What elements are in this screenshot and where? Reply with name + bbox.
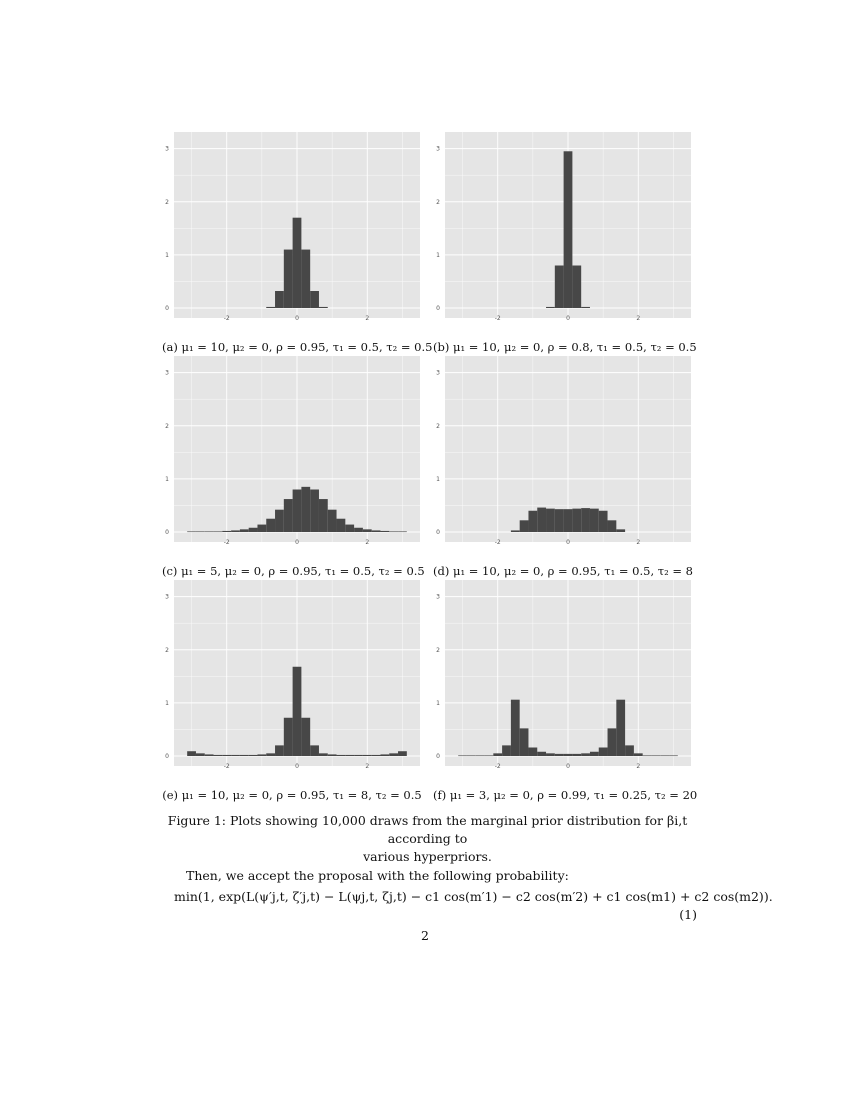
histogram-bar xyxy=(520,520,529,532)
histogram-bar xyxy=(511,700,520,756)
page-number: 2 xyxy=(421,928,429,943)
histogram-bar xyxy=(275,291,284,308)
x-tick-label: 2 xyxy=(365,763,370,770)
histogram-bar xyxy=(275,510,284,532)
histogram-bar xyxy=(240,529,249,532)
histogram-bar xyxy=(293,490,302,533)
histogram-bar xyxy=(328,510,337,532)
histogram-bar xyxy=(380,531,389,532)
x-tick-label: 0 xyxy=(295,315,299,322)
histogram-bar xyxy=(363,755,372,756)
x-tick-label: 0 xyxy=(295,763,299,770)
body-paragraph: Then, we accept the proposal with the following probability: xyxy=(186,868,569,883)
x-tick-label: -2 xyxy=(494,315,501,322)
histogram-bar xyxy=(546,753,555,756)
histogram-bar xyxy=(537,752,546,756)
y-tick-label: 1 xyxy=(165,251,169,259)
histogram-bar xyxy=(266,519,275,532)
histogram-bar xyxy=(328,754,337,756)
histogram-bar xyxy=(345,525,354,532)
histogram-bar xyxy=(266,307,275,308)
histogram-bar xyxy=(214,531,223,532)
histogram-bar xyxy=(502,745,511,756)
x-tick-label: 0 xyxy=(295,539,299,546)
histogram-bar xyxy=(319,307,328,308)
y-tick-label: 1 xyxy=(165,475,169,483)
histogram-bar xyxy=(458,755,467,756)
histogram-b-svg xyxy=(433,132,693,322)
histogram-panel-c xyxy=(162,356,422,546)
x-tick-label: 0 xyxy=(566,315,570,322)
x-tick-label: -2 xyxy=(223,539,230,546)
histogram-bar xyxy=(590,752,599,756)
x-tick-label: 2 xyxy=(636,763,641,770)
histogram-bar xyxy=(616,700,625,756)
histogram-bar xyxy=(537,508,546,532)
histogram-bar xyxy=(581,508,590,532)
histogram-bar xyxy=(555,754,564,756)
x-tick-label: 2 xyxy=(365,539,370,546)
histogram-bar xyxy=(240,755,249,756)
y-tick-label: 2 xyxy=(436,198,440,206)
histogram-a-svg xyxy=(162,132,422,322)
x-tick-label: 0 xyxy=(566,763,570,770)
histogram-panel-b xyxy=(433,132,693,322)
histogram-bar xyxy=(669,755,678,756)
histogram-bar xyxy=(511,530,520,532)
y-tick-label: 3 xyxy=(436,369,440,377)
histogram-bar xyxy=(581,307,590,308)
histogram-bar xyxy=(319,499,328,532)
histogram-bar xyxy=(398,531,407,532)
histogram-bar xyxy=(625,745,634,756)
histogram-bar xyxy=(337,519,346,532)
histogram-bar xyxy=(476,755,485,756)
histogram-bar xyxy=(249,755,258,756)
histogram-bar xyxy=(389,531,398,532)
histogram-bar xyxy=(599,511,608,532)
histogram-bar xyxy=(389,753,398,756)
histogram-bar xyxy=(284,718,293,756)
histogram-bar xyxy=(485,755,494,756)
histogram-bar xyxy=(345,755,354,756)
histogram-bar xyxy=(555,266,564,309)
y-tick-label: 2 xyxy=(165,422,169,430)
subcaption-c: (c) μ₁ = 5, μ₂ = 0, ρ = 0.95, τ₁ = 0.5, τ₂ = 0.5 xyxy=(162,564,425,578)
histogram-bar xyxy=(222,755,231,756)
histogram-bar xyxy=(380,754,389,756)
histogram-bar xyxy=(634,753,643,756)
y-tick-label: 1 xyxy=(165,699,169,707)
histogram-bar xyxy=(643,755,652,756)
histogram-bar xyxy=(493,753,502,756)
histogram-panel-a xyxy=(162,132,422,322)
y-tick-label: 0 xyxy=(165,305,169,312)
histogram-bar xyxy=(572,509,581,532)
histogram-bar xyxy=(205,531,214,532)
histogram-e-svg xyxy=(162,580,422,770)
histogram-bar xyxy=(337,755,346,756)
histogram-bar xyxy=(310,745,319,756)
histogram-bar xyxy=(284,250,293,308)
histogram-bar xyxy=(214,755,223,756)
histogram-bar xyxy=(363,529,372,532)
histogram-bar xyxy=(616,529,625,532)
y-tick-label: 0 xyxy=(165,753,169,760)
histogram-bar xyxy=(590,509,599,532)
y-tick-label: 1 xyxy=(436,475,440,483)
x-tick-label: -2 xyxy=(494,539,501,546)
histogram-bar xyxy=(372,530,381,532)
y-tick-label: 0 xyxy=(436,753,440,760)
equation: min(1, exp(L(ψ′j,t, ζ′j,t) − L(ψj,t, ζj,t) − c1 cos(m′1) − c2 cos(m′2) + c1 cos(m1) + c2 cos(m2)). xyxy=(174,889,773,904)
y-tick-label: 3 xyxy=(436,593,440,601)
histogram-bar xyxy=(528,511,537,532)
y-tick-label: 3 xyxy=(165,369,169,377)
histogram-bar xyxy=(520,728,529,756)
y-tick-label: 2 xyxy=(165,646,169,654)
histogram-bar xyxy=(572,754,581,756)
subcaption-f: (f) μ₁ = 3, μ₂ = 0, ρ = 0.99, τ₁ = 0.25, τ₂ = 20 xyxy=(433,788,698,802)
subcaption-d: (d) μ₁ = 10, μ₂ = 0, ρ = 0.95, τ₁ = 0.5, τ₂ = 8 xyxy=(433,564,694,578)
histogram-bar xyxy=(275,745,284,756)
histogram-panel-e xyxy=(162,580,422,770)
histogram-bar xyxy=(572,266,581,309)
histogram-bar xyxy=(564,509,573,532)
histogram-bar xyxy=(608,520,617,532)
histogram-bar xyxy=(581,753,590,756)
subcaption-b: (b) μ₁ = 10, μ₂ = 0, ρ = 0.8, τ₁ = 0.5, τ₂ = 0.5 xyxy=(433,340,697,354)
histogram-panel-f xyxy=(433,580,693,770)
y-tick-label: 3 xyxy=(165,593,169,601)
histogram-bar xyxy=(310,490,319,533)
histogram-bar xyxy=(249,528,258,532)
histogram-d-svg xyxy=(433,356,693,546)
subcaption-e: (e) μ₁ = 10, μ₂ = 0, ρ = 0.95, τ₁ = 8, τ₂ = 0.5 xyxy=(162,788,422,802)
histogram-bar xyxy=(608,728,617,756)
equation-number: (1) xyxy=(679,907,697,922)
histogram-bar xyxy=(205,754,214,756)
y-tick-label: 2 xyxy=(436,646,440,654)
y-tick-label: 1 xyxy=(436,699,440,707)
histogram-bar xyxy=(599,748,608,757)
histogram-bar xyxy=(301,487,310,532)
histogram-bar xyxy=(222,531,231,532)
x-tick-label: -2 xyxy=(223,315,230,322)
figure-caption-line-1: Figure 1: Plots showing 10,000 draws from the marginal prior distribution for βi,t according to xyxy=(167,813,688,846)
histogram-bar xyxy=(564,754,573,756)
y-tick-label: 0 xyxy=(436,305,440,312)
y-tick-label: 1 xyxy=(436,251,440,259)
histogram-bar xyxy=(651,755,660,756)
histogram-bar xyxy=(398,751,407,756)
x-tick-label: 2 xyxy=(636,315,641,322)
figure-caption xyxy=(150,812,705,866)
histogram-f-svg xyxy=(433,580,693,770)
histogram-bar xyxy=(231,755,240,756)
histogram-bar xyxy=(528,748,537,757)
histogram-bar xyxy=(354,755,363,756)
y-tick-label: 0 xyxy=(165,529,169,536)
y-tick-label: 3 xyxy=(436,145,440,153)
x-tick-label: 0 xyxy=(566,539,570,546)
x-tick-label: 2 xyxy=(365,315,370,322)
histogram-bar xyxy=(310,291,319,308)
histogram-bar xyxy=(555,509,564,532)
histogram-bar xyxy=(266,753,275,756)
histogram-bar xyxy=(187,531,196,532)
histogram-bar xyxy=(660,755,669,756)
histogram-bar xyxy=(196,531,205,532)
histogram-bar xyxy=(196,753,205,756)
histogram-bar xyxy=(293,218,302,308)
histogram-bar xyxy=(467,755,476,756)
histogram-bar xyxy=(301,250,310,308)
x-tick-label: -2 xyxy=(223,763,230,770)
histogram-bar xyxy=(564,151,573,308)
histogram-bar xyxy=(257,525,266,532)
figure-caption-line-2: various hyperpriors. xyxy=(363,849,492,864)
histogram-bar xyxy=(187,751,196,756)
x-tick-label: 2 xyxy=(636,539,641,546)
histogram-bar xyxy=(354,528,363,532)
histogram-bar xyxy=(546,509,555,532)
histogram-bar xyxy=(319,753,328,756)
y-tick-label: 2 xyxy=(165,198,169,206)
x-tick-label: -2 xyxy=(494,763,501,770)
histogram-bar xyxy=(372,755,381,756)
y-tick-label: 2 xyxy=(436,422,440,430)
histogram-panel-d xyxy=(433,356,693,546)
subcaption-a: (a) μ₁ = 10, μ₂ = 0, ρ = 0.95, τ₁ = 0.5, τ₂ = 0.5 xyxy=(162,340,433,354)
y-tick-label: 3 xyxy=(165,145,169,153)
histogram-bar xyxy=(284,499,293,532)
histogram-bar xyxy=(293,667,302,756)
histogram-bar xyxy=(301,718,310,756)
histogram-bar xyxy=(257,754,266,756)
histogram-bar xyxy=(231,530,240,532)
histogram-bar xyxy=(546,307,555,308)
histogram-c-svg xyxy=(162,356,422,546)
y-tick-label: 0 xyxy=(436,529,440,536)
